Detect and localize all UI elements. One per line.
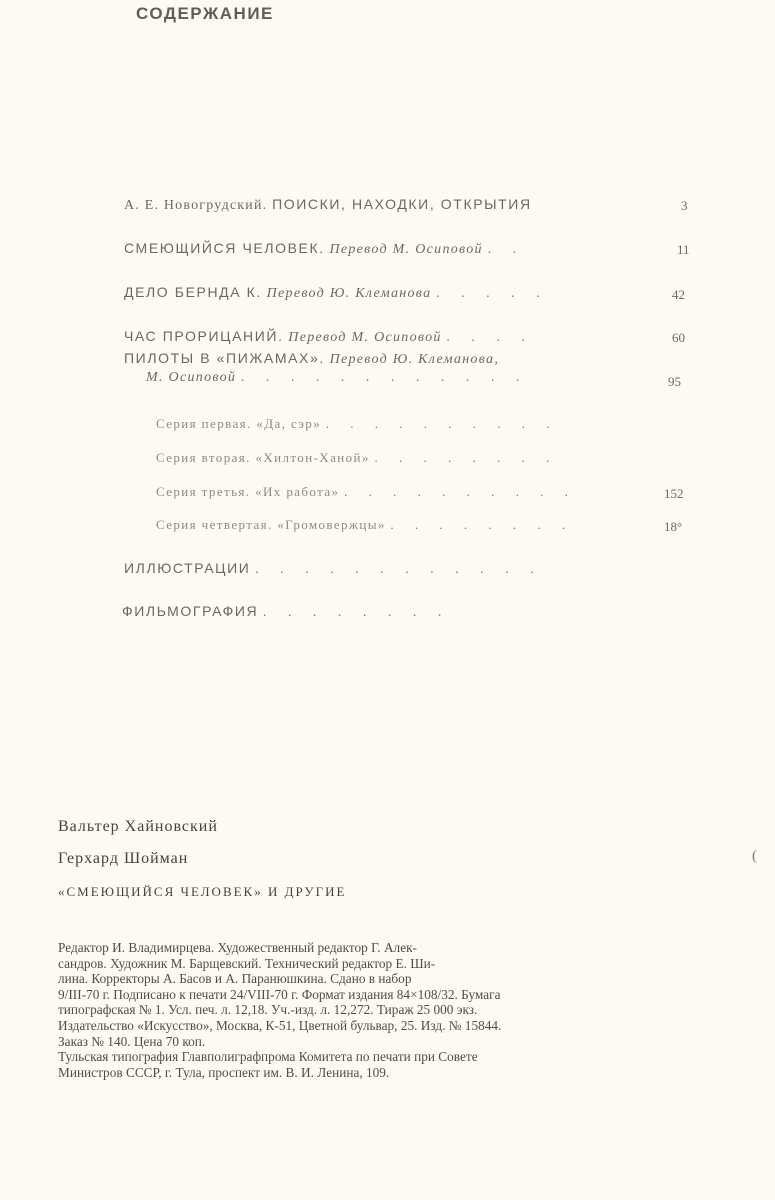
colophon bbox=[58, 940, 748, 1080]
toc-page-number: 3 bbox=[681, 198, 688, 213]
toc-page-number: 95 bbox=[668, 374, 681, 389]
toc-title: ЧАС ПРОРИЦАНИЙ. bbox=[124, 328, 284, 344]
toc-entry bbox=[124, 240, 525, 258]
toc-page-number: 42 bbox=[672, 287, 685, 302]
series-label: Серия вторая. bbox=[156, 450, 251, 465]
series-title: «Да, сэр» bbox=[256, 416, 322, 431]
toc-title: ДЕЛО БЕРНДА К. bbox=[124, 284, 262, 300]
toc-page-number: 60 bbox=[672, 330, 685, 345]
series-label: Серия первая. bbox=[156, 416, 252, 431]
series-label: Серия третья. bbox=[156, 484, 251, 499]
imprint-author: Герхард Шойман bbox=[58, 850, 189, 867]
toc-entry bbox=[122, 603, 450, 621]
toc-dots: . . . . . . . . . . bbox=[325, 416, 559, 431]
colophon-line: Министров СССР, г. Тула, проспект им. В. И. Ленина, 109. bbox=[58, 1064, 390, 1080]
toc-entry bbox=[124, 328, 534, 346]
toc-entry bbox=[124, 196, 532, 214]
toc-translator: Перевод Ю. Клеманова bbox=[266, 286, 432, 301]
colophon-line: Редактор И. Владимирцева. Художественный редактор Г. Алек- bbox=[58, 940, 417, 955]
toc-entry bbox=[124, 284, 549, 302]
toc-entry-continuation bbox=[146, 370, 528, 386]
imprint-author: Вальтер Хайновский bbox=[58, 818, 218, 835]
series-label: Серия четвертая. bbox=[156, 517, 273, 532]
colophon-line: сандров. Художник М. Барщевский. Технический редактор Е. Ши- bbox=[58, 955, 436, 971]
margin-mark: ( bbox=[752, 848, 757, 864]
toc-translator: Перевод М. Осиповой bbox=[329, 242, 483, 257]
toc-title: ФИЛЬМОГРАФИЯ bbox=[122, 603, 259, 619]
toc-title: ИЛЛЮСТРАЦИИ bbox=[124, 560, 251, 576]
toc-dots: . . . . . . . . bbox=[390, 517, 575, 532]
toc-page-number: 152 bbox=[664, 486, 684, 501]
toc-dots: . . . . . . . . bbox=[262, 605, 451, 620]
colophon-line: типографская № 1. Усл. печ. л. 12,18. Уч.-изд. л. 12,272. Тираж 25 000 экз. bbox=[58, 1002, 478, 1018]
toc-entry bbox=[124, 560, 543, 578]
toc-title: ПОИСКИ, НАХОДКИ, ОТКРЫТИЯ bbox=[272, 196, 532, 212]
colophon-line: 9/III-70 г. Подписано к печати 24/VIII-70 г. Формат издания 84×108/32. Бумага bbox=[58, 986, 501, 1002]
series-title: «Их работа» bbox=[255, 484, 340, 499]
toc-dots: . . . . . . . . bbox=[374, 450, 559, 465]
toc-dots: . . . . . . . . . . bbox=[344, 484, 577, 499]
series-title: «Хилтон-Ханой» bbox=[255, 450, 370, 465]
colophon-line: Тульская типография Главполиграфпрома Комитета по печати при Совете bbox=[58, 1049, 478, 1065]
series-title: «Громовержцы» bbox=[277, 517, 386, 532]
toc-subentry bbox=[156, 484, 577, 500]
toc-translator: Перевод Ю. Клеманова, bbox=[329, 352, 500, 367]
imprint-book-title: «СМЕЮЩИЙСЯ ЧЕЛОВЕК» И ДРУГИЕ bbox=[58, 884, 347, 899]
toc-subentry bbox=[156, 517, 574, 533]
toc-dots: . . . . . bbox=[436, 286, 549, 301]
colophon-line: Издательство «Искусство», Москва, К-51, Цветной бульвар, 25. Изд. № 15844. bbox=[58, 1017, 502, 1033]
toc-translator: Перевод М. Осиповой bbox=[288, 330, 442, 345]
toc-dots: . . . . . . . . . . . . bbox=[240, 370, 529, 385]
toc-entry bbox=[124, 350, 499, 368]
toc-dots: . . . . bbox=[446, 330, 534, 345]
toc-title: СМЕЮЩИЙСЯ ЧЕЛОВЕК. bbox=[124, 240, 325, 256]
toc-author: А. Е. Новогрудский. bbox=[124, 198, 268, 213]
toc-translator: М. Осиповой bbox=[146, 370, 237, 385]
toc-page-number: 18° bbox=[664, 519, 683, 534]
toc-page-number: 11 bbox=[677, 242, 690, 257]
toc-dots: . . bbox=[487, 242, 526, 257]
toc-title: ПИЛОТЫ В «ПИЖАМАХ». bbox=[124, 350, 325, 366]
toc-subentry bbox=[156, 450, 558, 466]
toc-dots: . . . . . . . . . . . . bbox=[255, 562, 543, 577]
colophon-line: лина. Корректоры А. Басов и А. Паранюшкина. Сдано в набор bbox=[58, 971, 412, 987]
toc-subentry bbox=[156, 416, 559, 432]
contents-heading: СОДЕРЖАНИЕ bbox=[136, 4, 274, 23]
colophon-line: Заказ № 140. Цена 70 коп. bbox=[58, 1033, 206, 1049]
